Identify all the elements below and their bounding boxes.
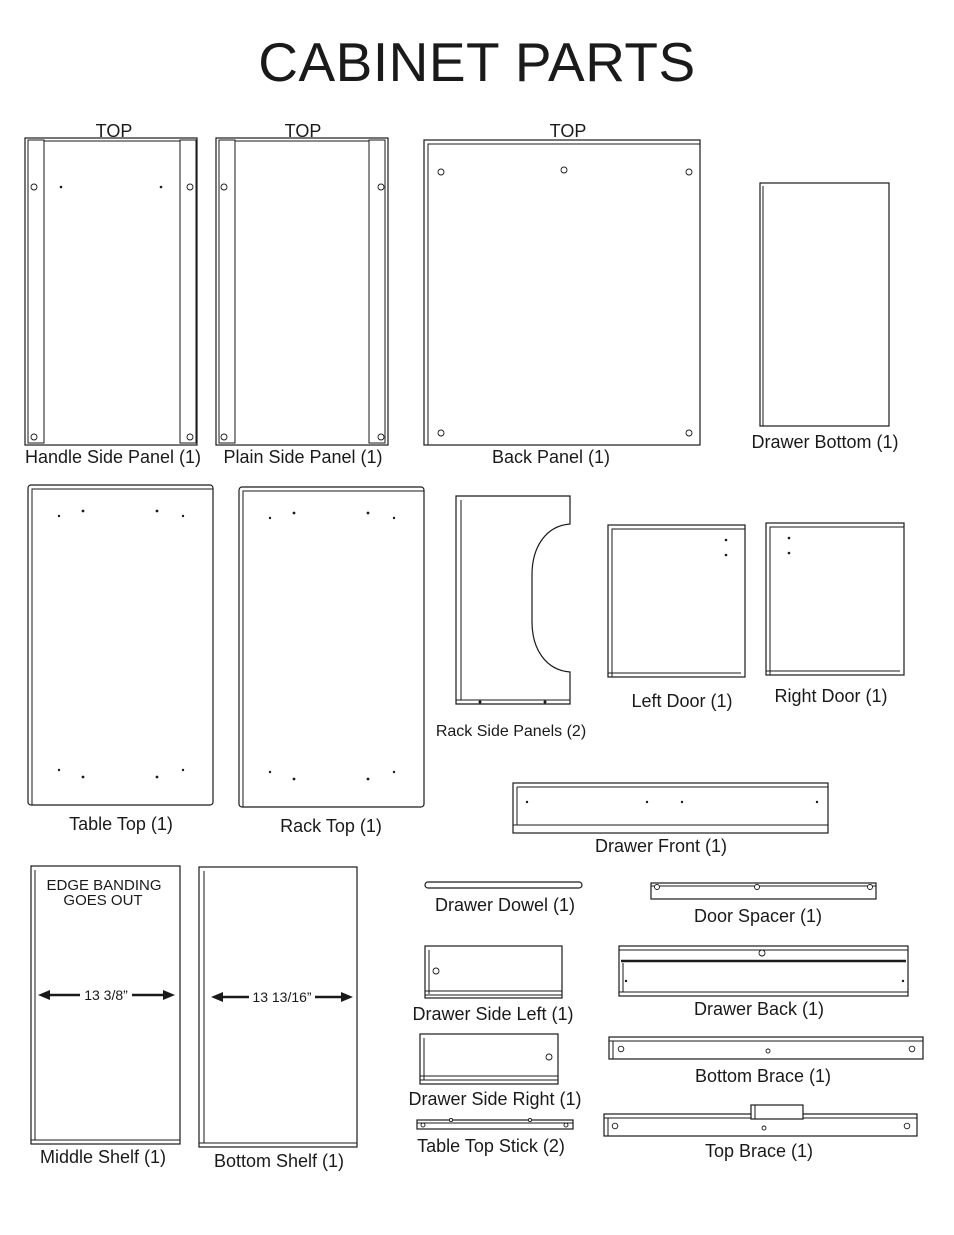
label-drawer-side-right: Drawer Side Right (1) [408, 1089, 582, 1109]
table-top-drawing [28, 485, 213, 805]
label-bottom-brace: Bottom Brace (1) [694, 1066, 832, 1086]
bottom-shelf-drawing [199, 867, 357, 1147]
label-back-panel: Back Panel (1) [491, 447, 611, 467]
edge-banding-note-line2: GOES OUT [63, 892, 143, 909]
label-middle-shelf: Middle Shelf (1) [39, 1147, 167, 1167]
label-table-top: Table Top (1) [69, 814, 173, 834]
table-top-stick-drawing [417, 1118, 573, 1129]
drawer-side-left-drawing [425, 946, 562, 998]
top-brace-drawing [604, 1105, 917, 1136]
back-panel-drawing [424, 140, 700, 445]
rack-side-panels-drawing [456, 496, 570, 704]
label-rack-side-panels: Rack Side Panels (2) [435, 723, 587, 740]
drawer-side-right-drawing [420, 1034, 558, 1084]
label-drawer-back: Drawer Back (1) [693, 999, 825, 1019]
label-table-top-stick: Table Top Stick (2) [417, 1136, 565, 1156]
drawer-back-drawing [619, 946, 908, 996]
drawer-dowel-drawing [425, 882, 582, 888]
door-spacer-drawing [651, 883, 876, 899]
drawer-front-drawing [513, 783, 828, 833]
label-drawer-side-left: Drawer Side Left (1) [412, 1004, 574, 1024]
label-rack-top: Rack Top (1) [280, 816, 382, 836]
rack-top-drawing [239, 487, 424, 807]
bottom-brace-drawing [609, 1037, 923, 1059]
label-drawer-dowel: Drawer Dowel (1) [434, 895, 576, 915]
top-marker-handle-panel: TOP [95, 121, 133, 141]
label-bottom-shelf: Bottom Shelf (1) [213, 1151, 345, 1171]
page-title: CABINET PARTS [258, 31, 696, 93]
label-drawer-front: Drawer Front (1) [594, 836, 728, 856]
plain-side-panel-drawing [216, 138, 388, 445]
label-handle-side-panel: Handle Side Panel (1) [24, 447, 202, 467]
label-plain-side-panel: Plain Side Panel (1) [223, 447, 383, 467]
label-top-brace: Top Brace (1) [704, 1141, 814, 1161]
right-door-drawing [766, 523, 904, 675]
label-left-door: Left Door (1) [631, 691, 733, 711]
top-marker-back-panel: TOP [549, 121, 587, 141]
edge-banding-note-line1: EDGE BANDING [46, 877, 162, 894]
label-right-door: Right Door (1) [774, 686, 888, 706]
label-door-spacer: Door Spacer (1) [693, 906, 823, 926]
handle-side-panel-drawing [25, 138, 197, 445]
bottom-shelf-width-dimension: 13 13/16” [252, 989, 312, 1005]
left-door-drawing [608, 525, 745, 677]
middle-shelf-width-dimension: 13 3/8” [84, 987, 128, 1003]
drawer-bottom-drawing [760, 183, 889, 426]
label-drawer-bottom: Drawer Bottom (1) [751, 432, 899, 452]
top-marker-plain-panel: TOP [284, 121, 322, 141]
